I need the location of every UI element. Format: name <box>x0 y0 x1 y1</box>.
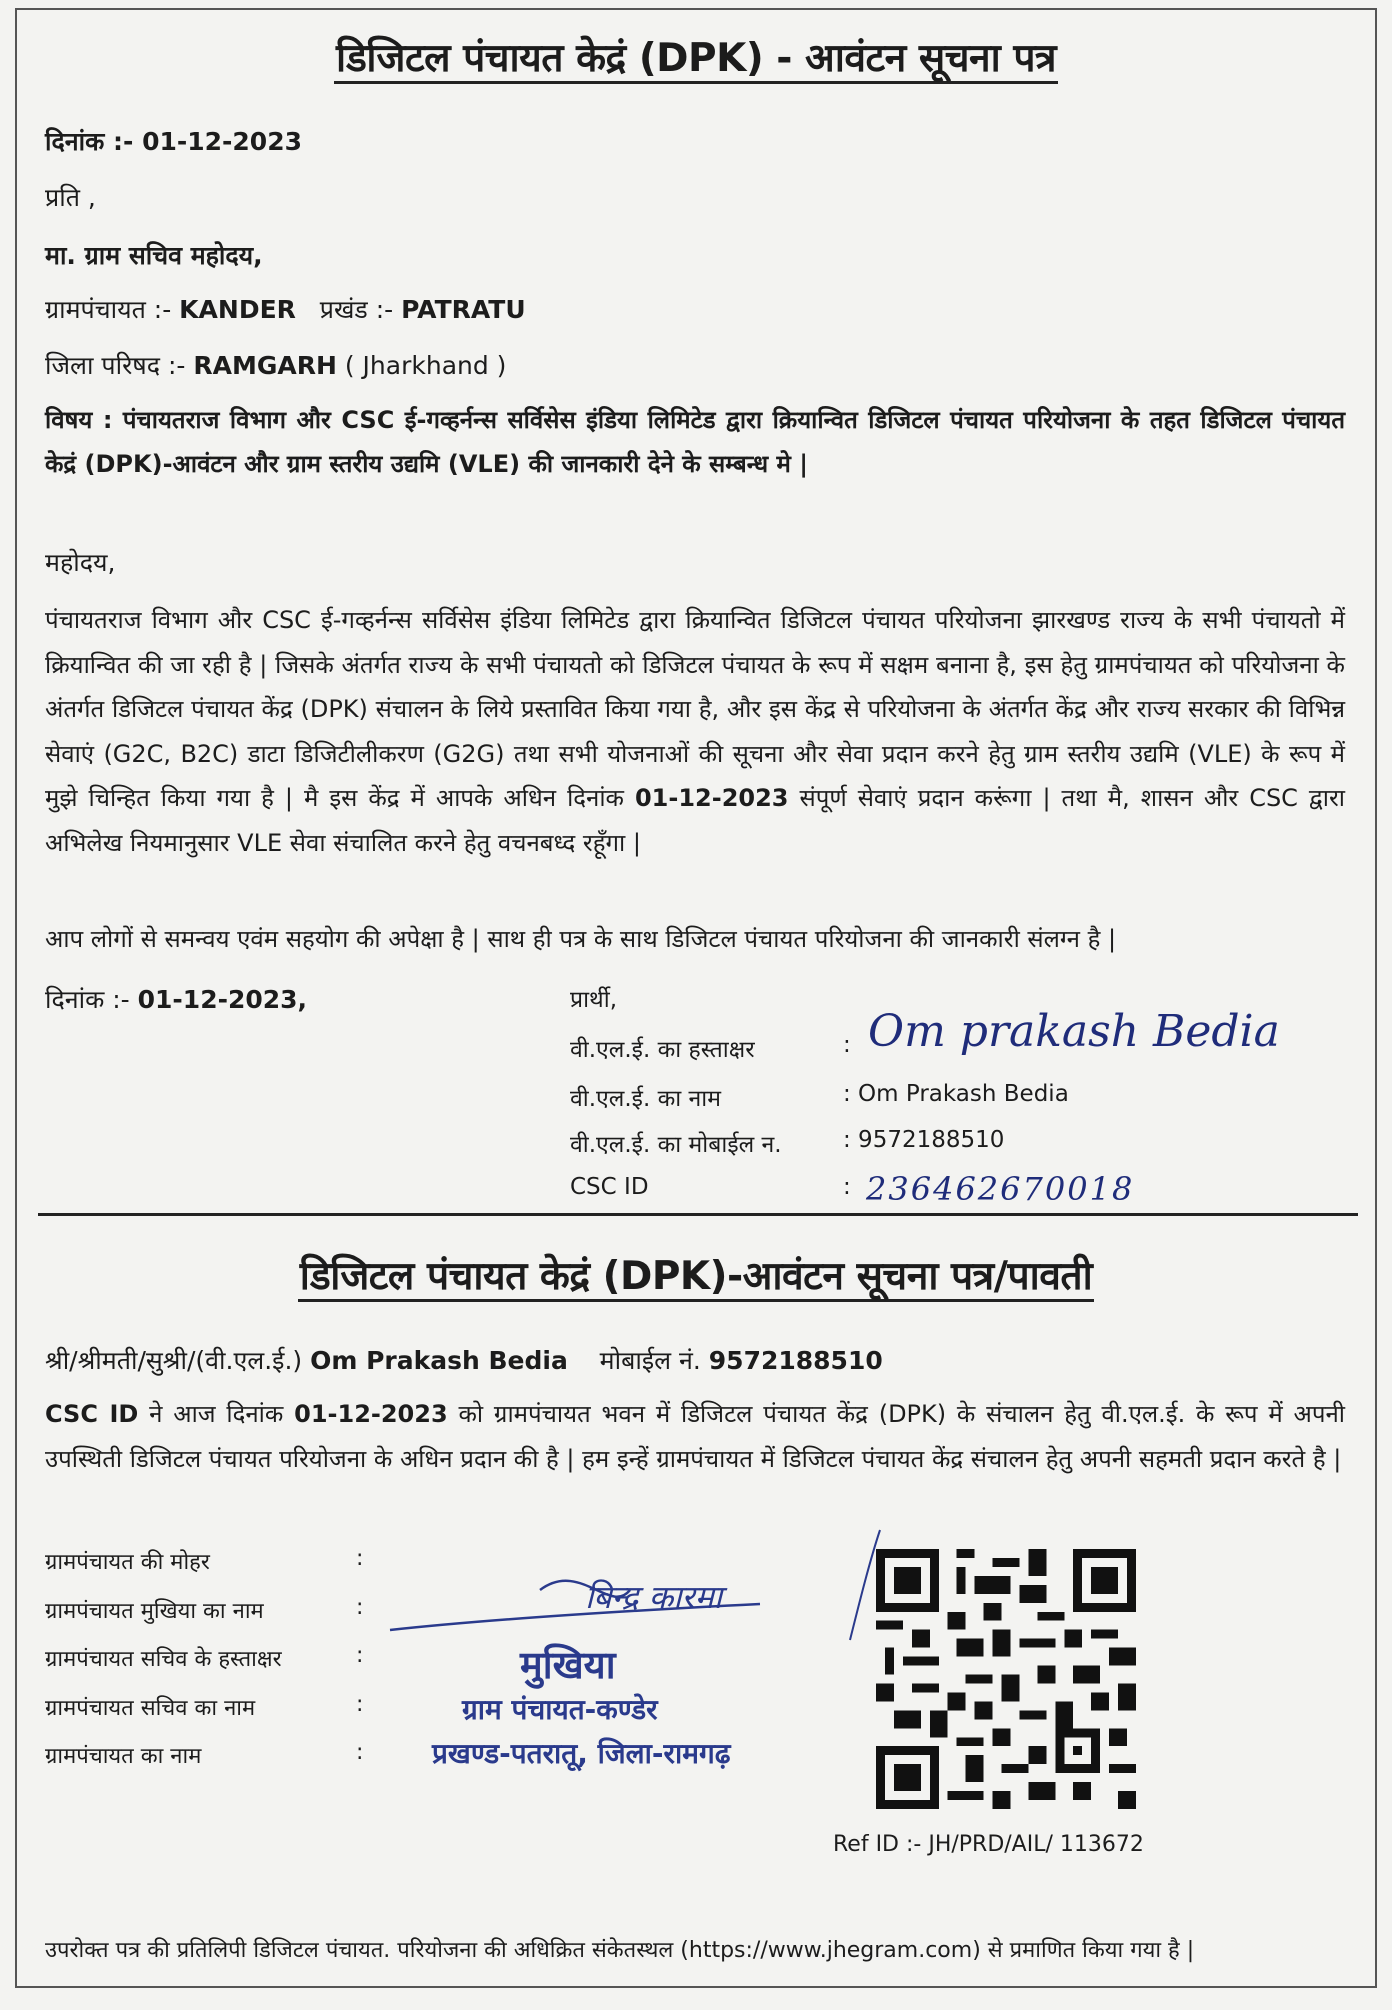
gram-panchayat-line <box>45 292 526 326</box>
vle-name-value: : Om Prakash Bedia <box>843 1081 1069 1107</box>
vle-mobile-label: वी.एल.ई. का मोबाईल न. <box>570 1132 782 1158</box>
colon: : <box>356 1643 364 1668</box>
qr-code <box>876 1548 1136 1810</box>
vle-name: Om Prakash Bedia <box>310 1346 568 1375</box>
ack-date: 01-12-2023 <box>294 1400 448 1428</box>
stamp-line-block-district: प्रखण्ड-पतरातू, जिला-रामगढ़ <box>432 1737 731 1770</box>
vle-mobile-value: : 9572188510 <box>843 1127 1005 1153</box>
colon: : <box>356 1595 364 1620</box>
ack-text-1: ने आज दिनांक <box>138 1400 295 1428</box>
date2-value: 01-12-2023, <box>137 985 308 1014</box>
csc-id-handwritten: 236462670018 <box>866 1170 1135 1208</box>
salutation: महोदय, <box>45 548 116 577</box>
vle-info-line <box>45 1343 883 1377</box>
state: ( Jharkhand ) <box>344 351 507 380</box>
colon: : <box>843 1032 851 1058</box>
prati-line: प्रति , <box>45 183 96 212</box>
stamp-line-panchayat: ग्राम पंचायत-कण्डेर <box>462 1693 658 1726</box>
body-date: 01-12-2023 <box>634 784 789 812</box>
district-line <box>45 348 506 382</box>
gp-value: KANDER <box>179 295 296 324</box>
field-secretary-signature-label: ग्रामपंचायत सचिव के हस्ताक्षर <box>45 1647 282 1672</box>
body-text-1: पंचायतराज विभाग और CSC ई-गव्हर्नन्स सर्विसेस इंडिया लिमिटेड द्वारा क्रियान्वित डिजिटल पंचायत परियोजना झारखण्ड राज्य के सभी पंचायतो में क्रियान्वित की जा रही है | जिसके अंतर्गत राज्य के सभी पंचायतो को डिजिटल पंचायत के रूप में सक्षम बनाना है, इस हेतु ग्रामपंचायत को परियोजना के अंतर्गत डिजिटल पंचायत केंद्र (DPK) संचालन के लिये प्रस्तावित किया गया है, और इस केंद्र से परियोजना के अंतर्गत केंद्र और राज्य सरकार की विभिन्न सेवाएं (G2C, B2C) डाटा डिजिटीलीकरण (G2G) तथा सभी योजनाओं की सूचना और सेवा प्रदान करने हेतु ग्राम स्तरीय उद्यमि (VLE) के रूप में मुझे चिन्हित किया गया है | मै इस केंद्र में आपके अधिन दिनांक <box>45 606 1345 812</box>
body-text-2: संपूर्ण सेवाएं प्रदान करूंगा | तथा मै, शासन और CSC द्वारा अभिलेख नियमानुसार VLE सेवा संचालित करने हेतु वचनबध्द रहूँगा | <box>45 784 1345 857</box>
field-seal-label: ग्रामपंचायत की मोहर <box>45 1550 210 1575</box>
vle-name-label: वी.एल.ई. का नाम <box>570 1086 722 1112</box>
csc-id-label: CSC ID <box>570 1174 649 1200</box>
block-label: प्रखंड :- <box>319 295 402 324</box>
field-secretary-name-label: ग्रामपंचायत सचिव का नाम <box>45 1696 256 1721</box>
block-value: PATRATU <box>401 295 526 324</box>
mobile-value: 9572188510 <box>708 1346 883 1375</box>
vle-prefix: श्री/श्रीमती/सुश्री/(वी.एल.ई.) <box>45 1346 311 1375</box>
district-label: जिला परिषद :- <box>45 351 194 380</box>
date2-label: दिनांक :- <box>45 985 138 1014</box>
mobile-prefix: मोबाईल नं. <box>599 1346 709 1375</box>
acknowledgement-title: डिजिटल पंचायत केद्रं (DPK)-आवंटन सूचना पत्र/पावती <box>0 1248 1392 1301</box>
section-divider <box>38 1213 1358 1216</box>
colon: : <box>356 1546 364 1571</box>
ref-id: Ref ID :- JH/PRD/AIL/ 113672 <box>833 1832 1144 1857</box>
ack-text-2: को ग्रामपंचायत भवन में डिजिटल पंचायत केंद्र (DPK) के संचालन हेतु वी.एल.ई. के रूप में अपनी उपस्थिती डिजिटल पंचायत परियोजना के अधिन प्रदान की है | हम इन्हें ग्रामपंचायत में डिजिटल पंचायत केंद्र संचालन हेतु अपनी सहमती प्रदान करते है | <box>45 1400 1345 1473</box>
page-title: डिजिटल पंचायत केद्रं (DPK) - आवंटन सूचना पत्र <box>0 30 1392 83</box>
field-panchayat-name-label: ग्रामपंचायत का नाम <box>45 1744 202 1769</box>
district-value: RAMGARH <box>193 351 337 380</box>
stamp-line-mukhiya: मुखिया <box>520 1643 616 1687</box>
addressee-line: मा. ग्राम सचिव महोदय, <box>45 241 263 270</box>
acknowledgement-paragraph <box>45 1392 1345 1481</box>
colon: : <box>356 1692 364 1717</box>
csc-id-bold: CSC ID <box>45 1400 139 1428</box>
vle-signature: Om prakash Bedia <box>868 1006 1280 1057</box>
body-paragraph <box>45 598 1345 865</box>
applicant-label: प्रार्थी, <box>570 987 618 1013</box>
footer-note: उपरोक्त पत्र की प्रतिलिपी डिजिटल पंचायत. परियोजना की अधिक्रित संकेतस्थल (https://www.jhegram.com) से प्रमाणित किया गया है | <box>45 1938 1195 1963</box>
subject-paragraph: विषय : पंचायतराज विभाग और CSC ई-गव्हर्नन्स सर्विसेस इंडिया लिमिटेड द्वारा क्रियान्वित डिजिटल पंचायत परियोजना के तहत डिजिटल पंचायत केद्रं (DPK)-आवंटन और ग्राम स्तरीय उद्यमि (VLE) की जानकारी देने के सम्बन्ध मे | <box>45 406 1345 478</box>
date2-line <box>45 982 307 1016</box>
field-mukhiya-name-label: ग्रामपंचायत मुखिया का नाम <box>45 1599 264 1624</box>
vle-signature-label: वी.एल.ई. का हस्ताक्षर <box>570 1037 755 1063</box>
cooperation-line: आप लोगों से समन्वय एवंम सहयोग की अपेक्षा है | साथ ही पत्र के साथ डिजिटल पंचायत परियोजना की जानकारी संलग्न है | <box>45 925 1117 953</box>
colon: : <box>356 1740 364 1765</box>
colon: : <box>843 1174 851 1200</box>
mukhiya-signature: बिन्द्र कारमा <box>585 1578 722 1616</box>
gp-label: ग्रामपंचायत :- <box>45 295 180 324</box>
date-line: दिनांक :- 01-12-2023 <box>45 127 302 156</box>
